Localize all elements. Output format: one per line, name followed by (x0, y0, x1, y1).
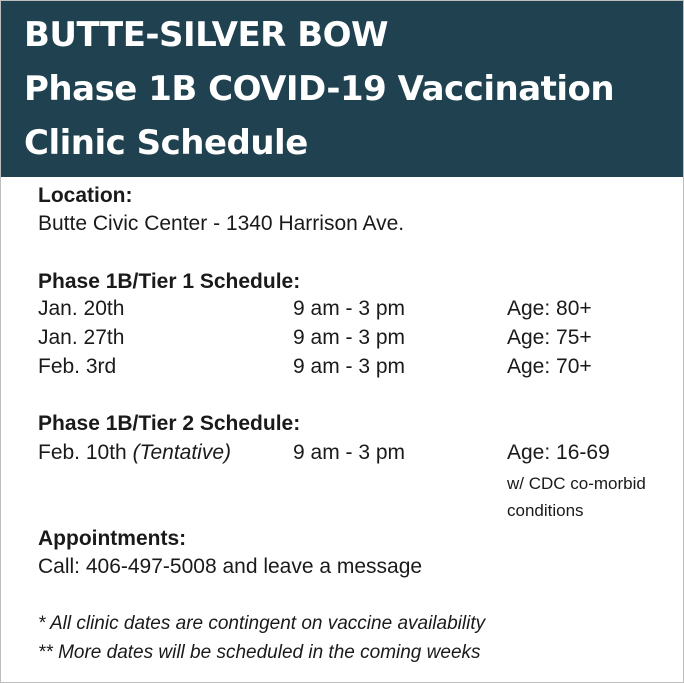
tier1-row-2-date: Jan. 27th (38, 326, 125, 349)
header-title-line-3: Clinic Schedule (24, 123, 308, 163)
tier2-row-1-time: 9 am - 3 pm (293, 441, 406, 464)
tier1-row-3-time: 9 am - 3 pm (293, 355, 406, 378)
appointments-text: Call: 406-497-5008 and leave a message (38, 555, 423, 578)
footnote-2: ** More dates will be scheduled in the coming weeks (38, 642, 481, 663)
tier2-row-1-tentative-note: (Tentative) (132, 441, 232, 464)
tier1-row-3-age: Age: 70+ (507, 355, 592, 378)
appointments-heading: Appointments: (38, 527, 187, 550)
tier1-row-2-time: 9 am - 3 pm (293, 326, 406, 349)
tier1-row-2-age: Age: 75+ (507, 326, 592, 349)
tier2-heading: Phase 1B/Tier 2 Schedule: (38, 412, 301, 435)
header-title-line-1: BUTTE-SILVER BOW (24, 15, 389, 55)
tier1-row-1-age: Age: 80+ (507, 297, 592, 320)
tier2-age-note-line-2: conditions (507, 501, 584, 520)
tier2-age-note-line-1: w/ CDC co-morbid (507, 474, 646, 493)
tier1-row-3-date: Feb. 3rd (38, 355, 117, 378)
location-heading: Location: (38, 184, 133, 207)
tier2-row-1-date: Feb. 10th (38, 441, 127, 464)
header-banner (1, 1, 683, 177)
tier1-row-1-time: 9 am - 3 pm (293, 297, 406, 320)
tier2-row-1-date-cell (38, 441, 231, 465)
header-title-line-2: Phase 1B COVID-19 Vaccination (24, 69, 615, 109)
tier2-row-1-age: Age: 16-69 (507, 441, 610, 464)
location-text: Butte Civic Center - 1340 Harrison Ave. (38, 212, 405, 235)
footnote-1: * All clinic dates are contingent on vaccine availability (38, 613, 486, 634)
tier1-heading: Phase 1B/Tier 1 Schedule: (38, 270, 301, 293)
tier1-row-1-date: Jan. 20th (38, 297, 125, 320)
